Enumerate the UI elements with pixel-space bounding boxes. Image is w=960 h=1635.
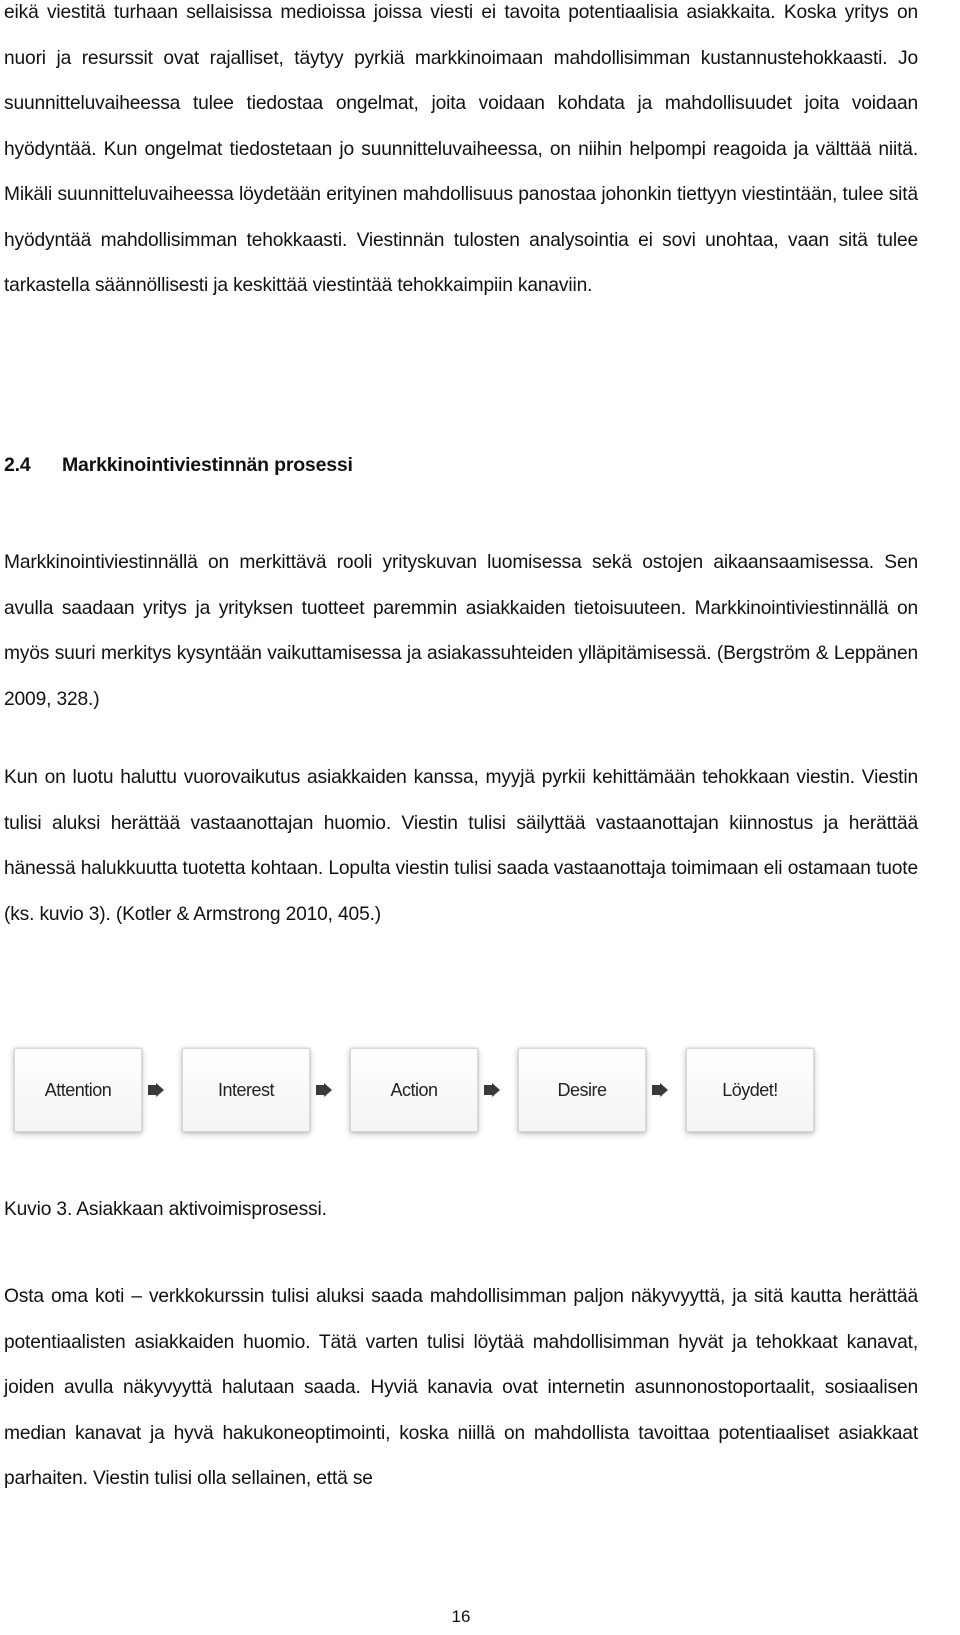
step-box-5: Löydet!	[686, 1048, 814, 1132]
figure-caption: Kuvio 3. Asiakkaan aktivoimisprosessi.	[4, 1199, 327, 1220]
section-title: Markkinointiviestinnän prosessi	[62, 454, 353, 476]
paragraph-section-intro: Markkinointiviestinnällä on merkittävä rooli yrityskuvan luomisessa sekä ostojen aikaansaamisessa. Sen avulla saadaan yritys ja yrityksen tuotteet paremmin asiakkaiden tietoisuuteen. Markkinointiviestinnällä on myös suuri merkitys kysyntään vaikuttamisessa ja asiakassuhteiden ylläpitämisessä. (Bergström & Leppänen 2009, 328.)	[4, 552, 918, 710]
arrow-icon	[148, 1083, 164, 1097]
aida-process-diagram	[14, 1040, 814, 1138]
section-heading	[4, 447, 353, 483]
section-number: 2.4	[4, 454, 31, 476]
step-box-3: Action	[350, 1048, 478, 1132]
step-box-2: Interest	[182, 1048, 310, 1132]
paragraph-process: Kun on luotu haluttu vuorovaikutus asiakkaiden kanssa, myyjä pyrkii kehittämään tehokkaan viestin. Viestin tulisi aluksi herättää vastaanottajan huomio. Viestin tulisi säilyttää vastaanottajan kiinnostus ja herättää hänessä halukkuutta tuotetta kohtaan. Lopulta viestin tulisi saada vastaanottaja toimimaan eli ostamaan tuote (ks. kuvio 3). (Kotler & Armstrong 2010, 405.)	[4, 767, 918, 925]
step-box-4: Desire	[518, 1048, 646, 1132]
paragraph-case: Osta oma koti – verkkokurssin tulisi aluksi saada mahdollisimman paljon näkyvyyttä, ja sitä kautta herättää potentiaalisten asiakkaiden huomio. Tätä varten tulisi löytää mahdollisimman hyvät ja tehokkaat kanavat, joiden avulla näkyvyyttä halutaan saada. Hyviä kanavia ovat internetin asunnonostoportaalit, sosiaalisen median kanavat ja hyvä hakukoneoptimointi, koska niillä on mahdollista tavoittaa potentiaaliset asiakkaat parhaiten. Viestin tulisi olla sellainen, että se	[4, 1286, 918, 1489]
paragraph-intro-continuation: eikä viestitä turhaan sellaisissa medioissa joissa viesti ei tavoita potentiaalisia asiakkaita. Koska yritys on nuori ja resurssit ovat rajalliset, täytyy pyrkiä markkinoimaan mahdollisimman kustannustehokkaasti. Jo suunnitteluvaiheessa tulee tiedostaa ongelmat, joita voidaan kohdata ja mahdollisuudet joita voidaan hyödyntää. Kun ongelmat tiedostetaan jo suunnitteluvaiheessa, on niihin helpompi reagoida ja välttää niitä. Mikäli suunnitteluvaiheessa löydetään erityinen mahdollisuus panostaa johonkin tiettyyn viestintään, tulee sitä hyödyntää mahdollisimman tehokkaasti. Viestinnän tulosten analysointia ei sovi unohtaa, vaan sitä tulee tarkastella säännöllisesti ja keskittää viestintää tehokkaimpiin kanaviin.	[4, 2, 918, 296]
page-number: 16	[451, 1607, 471, 1626]
arrow-icon	[652, 1083, 668, 1097]
step-box-1: Attention	[14, 1048, 142, 1132]
arrow-icon	[316, 1083, 332, 1097]
arrow-icon	[484, 1083, 500, 1097]
